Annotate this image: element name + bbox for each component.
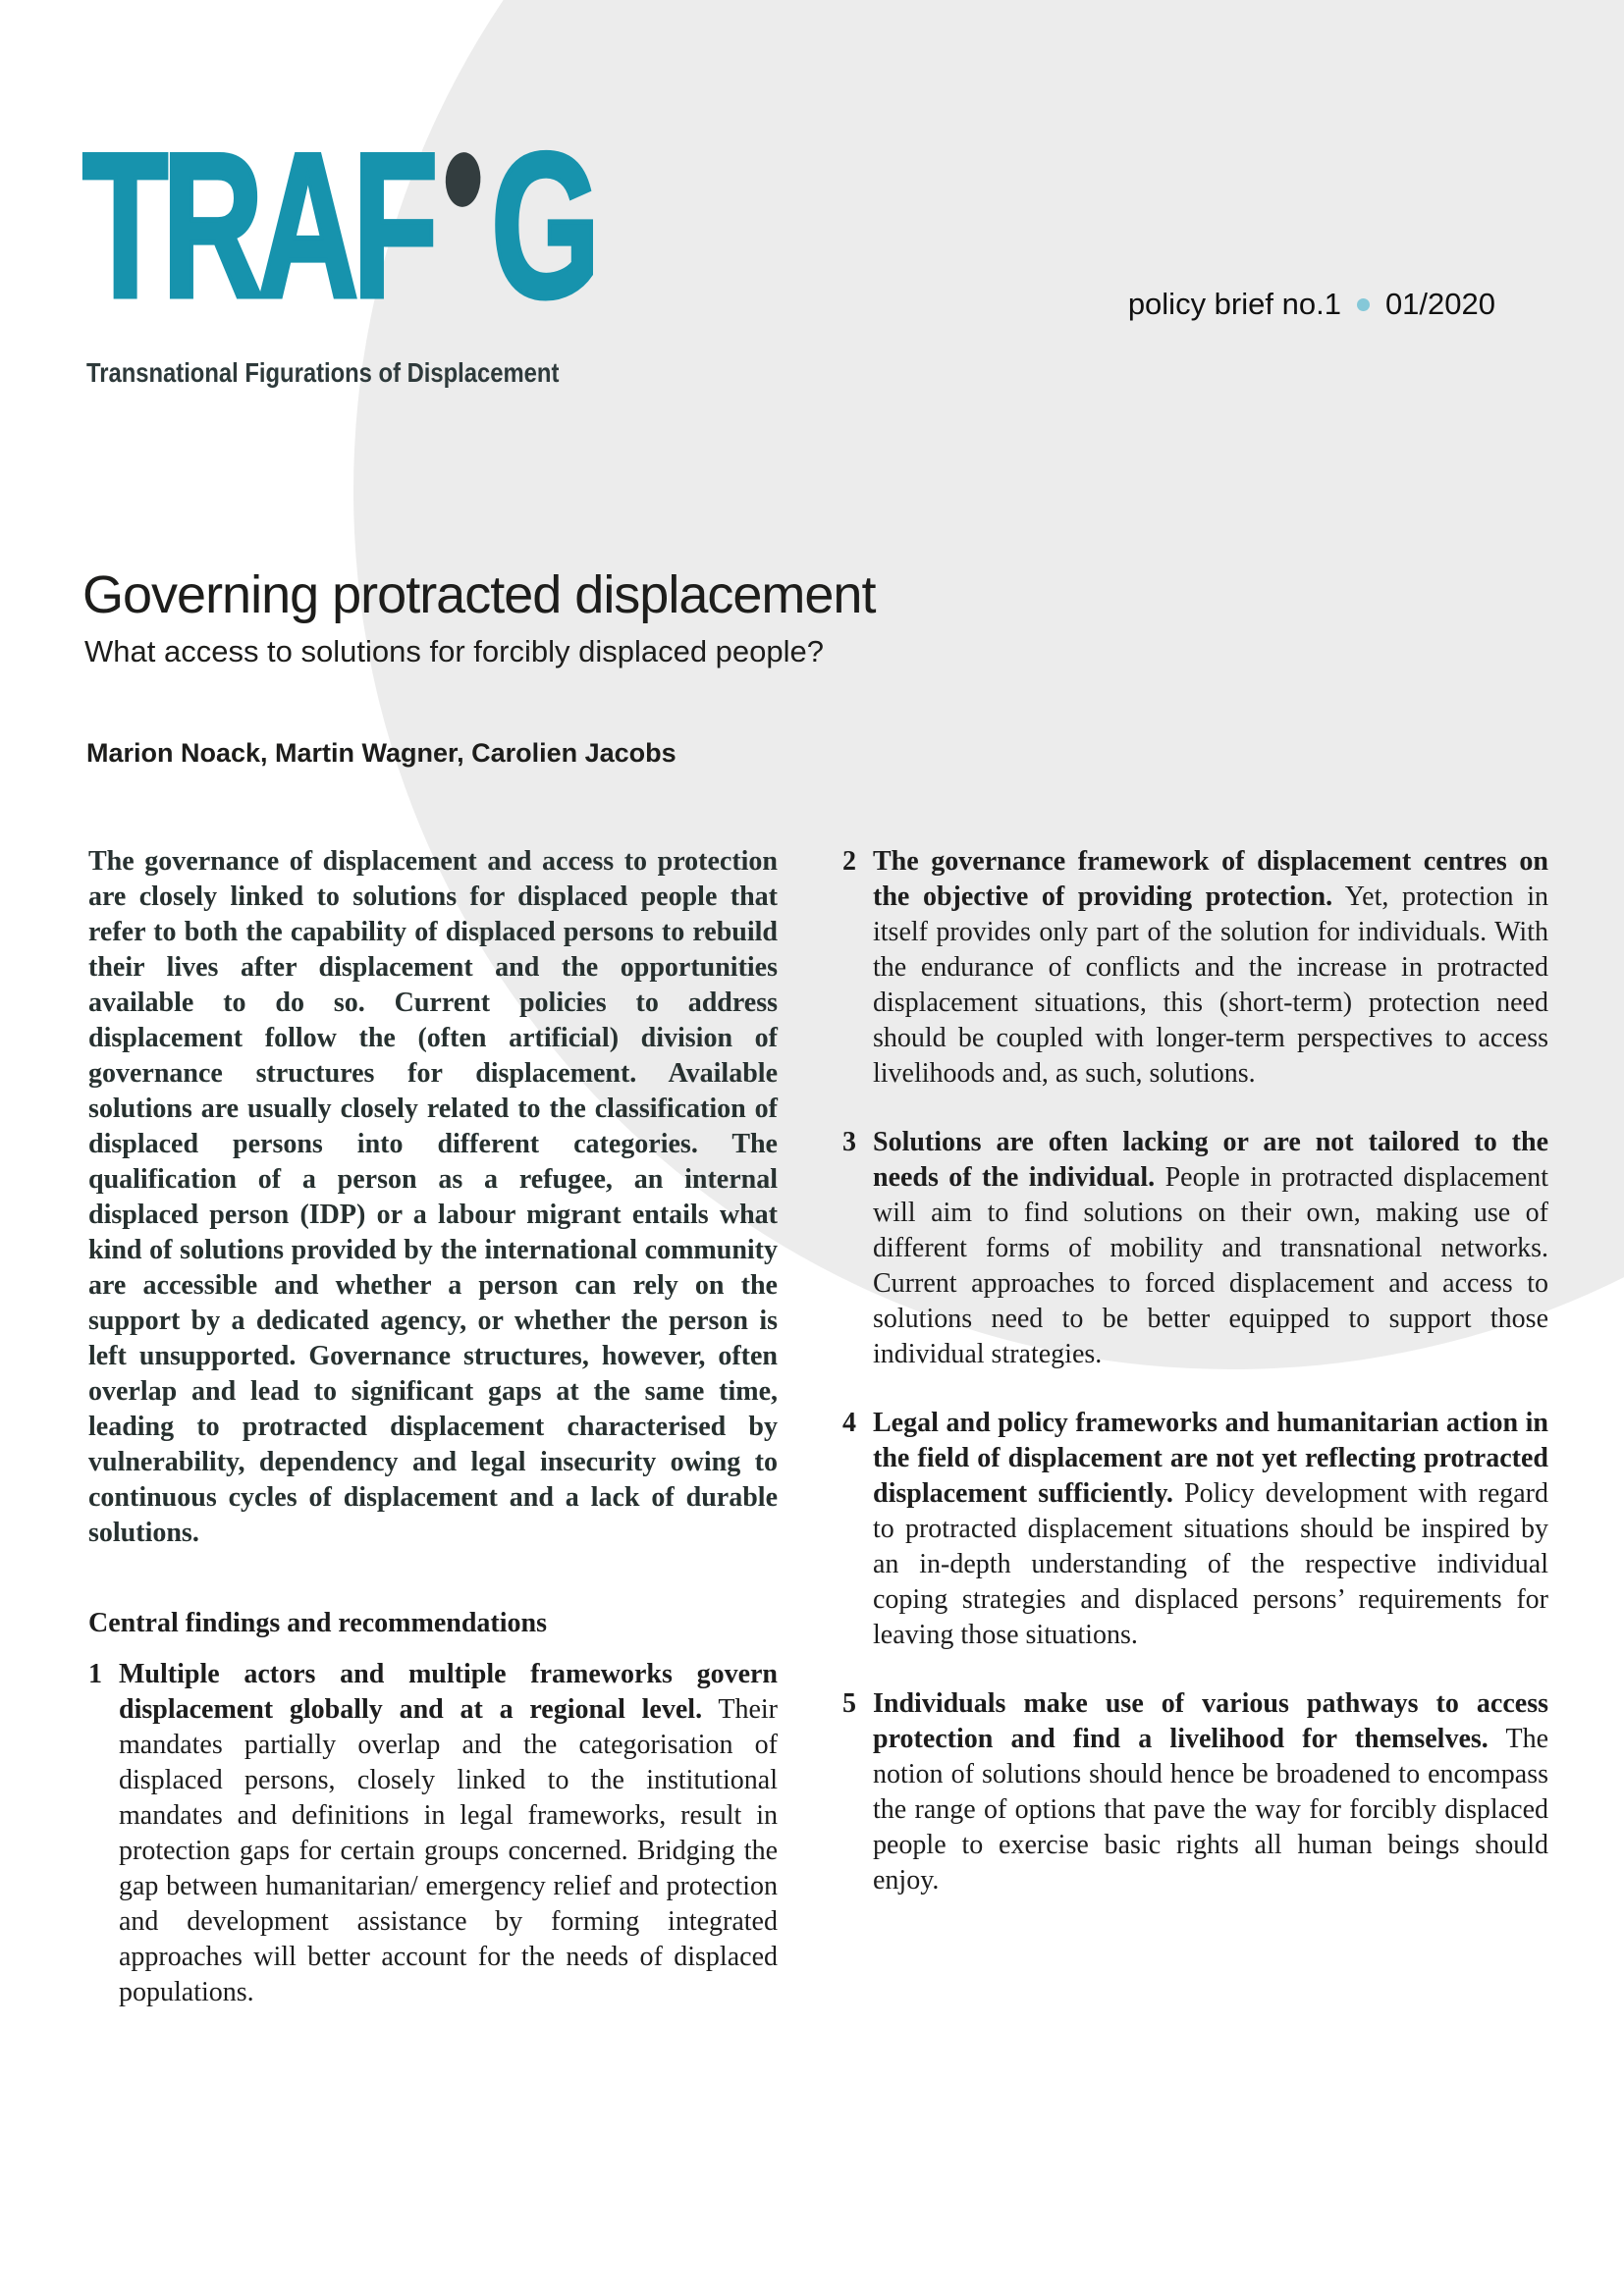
authors-line: Marion Noack, Martin Wagner, Carolien Jacobs	[86, 738, 677, 768]
finding-item-1	[88, 1657, 778, 2010]
issue-date: 01/2020	[1384, 287, 1495, 321]
issue-label: policy brief no.1	[1127, 287, 1341, 321]
finding-item-3	[842, 1125, 1548, 1372]
finding-item-2	[842, 844, 1548, 1092]
item-body: Their mandates partially overlap and the categorisation of displaced persons, closely linked to the institutional mandates and definitions in legal frameworks, result in protection gaps for certain groups concerned. Bridging the gap between humanitarian/ emergency relief and protection and development assistance by forming integrated approaches will better account for the needs of displaced populations.	[119, 1694, 778, 2007]
issue-separator-dot-icon	[1357, 298, 1370, 311]
left-column	[88, 844, 778, 2010]
finding-item-4	[842, 1406, 1548, 1653]
item-number: 3	[842, 1127, 856, 1157]
item-number: 1	[88, 1659, 102, 1689]
item-number: 4	[842, 1408, 856, 1438]
findings-heading: Central findings and recommendations	[88, 1608, 547, 1638]
item-lead: The governance framework of displacement centres on the objective of providing protection.	[873, 846, 1548, 912]
item-body: Yet, protection in itself provides only part of the solution for individuals. With the endurance of conflicts and the increase in protracted displacement situations, this (short-term) protection need should be coupled with longer-term perspectives to access livelihoods and, as such, solutions.	[873, 881, 1548, 1089]
logo-tagline: Transnational Figurations of Displacement	[86, 357, 560, 388]
logo-text-right: G	[491, 110, 595, 341]
logo-text-left: TRAF	[82, 110, 433, 341]
issue-line	[1128, 287, 1495, 322]
item-lead: Individuals make use of various pathways to access protection and find a livelihood for themselves.	[873, 1688, 1548, 1754]
item-lead: Multiple actors and multiple frameworks govern displacement globally and at a regional level.	[119, 1659, 778, 1725]
item-lead: Solutions are often lacking or are not tailored to the needs of the individual.	[873, 1127, 1548, 1193]
item-number: 5	[842, 1688, 856, 1719]
item-body: The notion of solutions should hence be broadened to encompass the range of options that pave the way for forcibly displaced people to exercise basic rights all human beings should enjoy.	[873, 1724, 1548, 1896]
intro-paragraph: The governance of displacement and access to protection are closely linked to solutions for displaced people that refer to both the capability of displaced persons to rebuild their lives after displacement and the opportunities available to do so. Current policies to address displacement follow the (often artificial) division of governance structures for displacement. Available solutions are usually closely related to the classification of displaced persons into different categories. The qualification of a person as a refugee, an internal displaced person (IDP) or a labour migrant entails what kind of solutions provided by the international community are accessible and whether a person can rely on the support by a dedicated agency, or whether the person is left unsupported. Governance structures, however, often overlap and lead to significant gaps at the same time, leading to protracted displacement characterised by vulnerability, dependency and legal insecurity owing to continuous cycles of displacement and a lack of durable solutions.	[88, 846, 778, 1548]
item-number: 2	[842, 846, 856, 877]
logo-dot-icon	[441, 145, 485, 213]
item-lead: Legal and policy frameworks and humanitarian action in the field of displacement are not yet reflecting protracted displacement sufficiently.	[873, 1408, 1548, 1509]
item-body: People in protracted displacement will aim to find solutions on their own, making use of different forms of mobility and transnational networks. Current approaches to forced displacement and access to solutions need to be better equipped to support those individual strategies.	[873, 1162, 1548, 1369]
page-title: Governing protracted displacement	[82, 565, 876, 624]
finding-item-5	[842, 1686, 1548, 1898]
item-body: Policy development with regard to protracted displacement situations should be inspired by an in-depth understanding of the respective individual coping strategies and displaced persons’ requirements for leaving those situations.	[873, 1478, 1549, 1650]
page-subtitle: What access to solutions for forcibly displaced people?	[84, 634, 825, 668]
right-column	[842, 844, 1548, 2010]
body-columns	[88, 844, 1548, 2010]
trafig-logo	[82, 110, 595, 341]
